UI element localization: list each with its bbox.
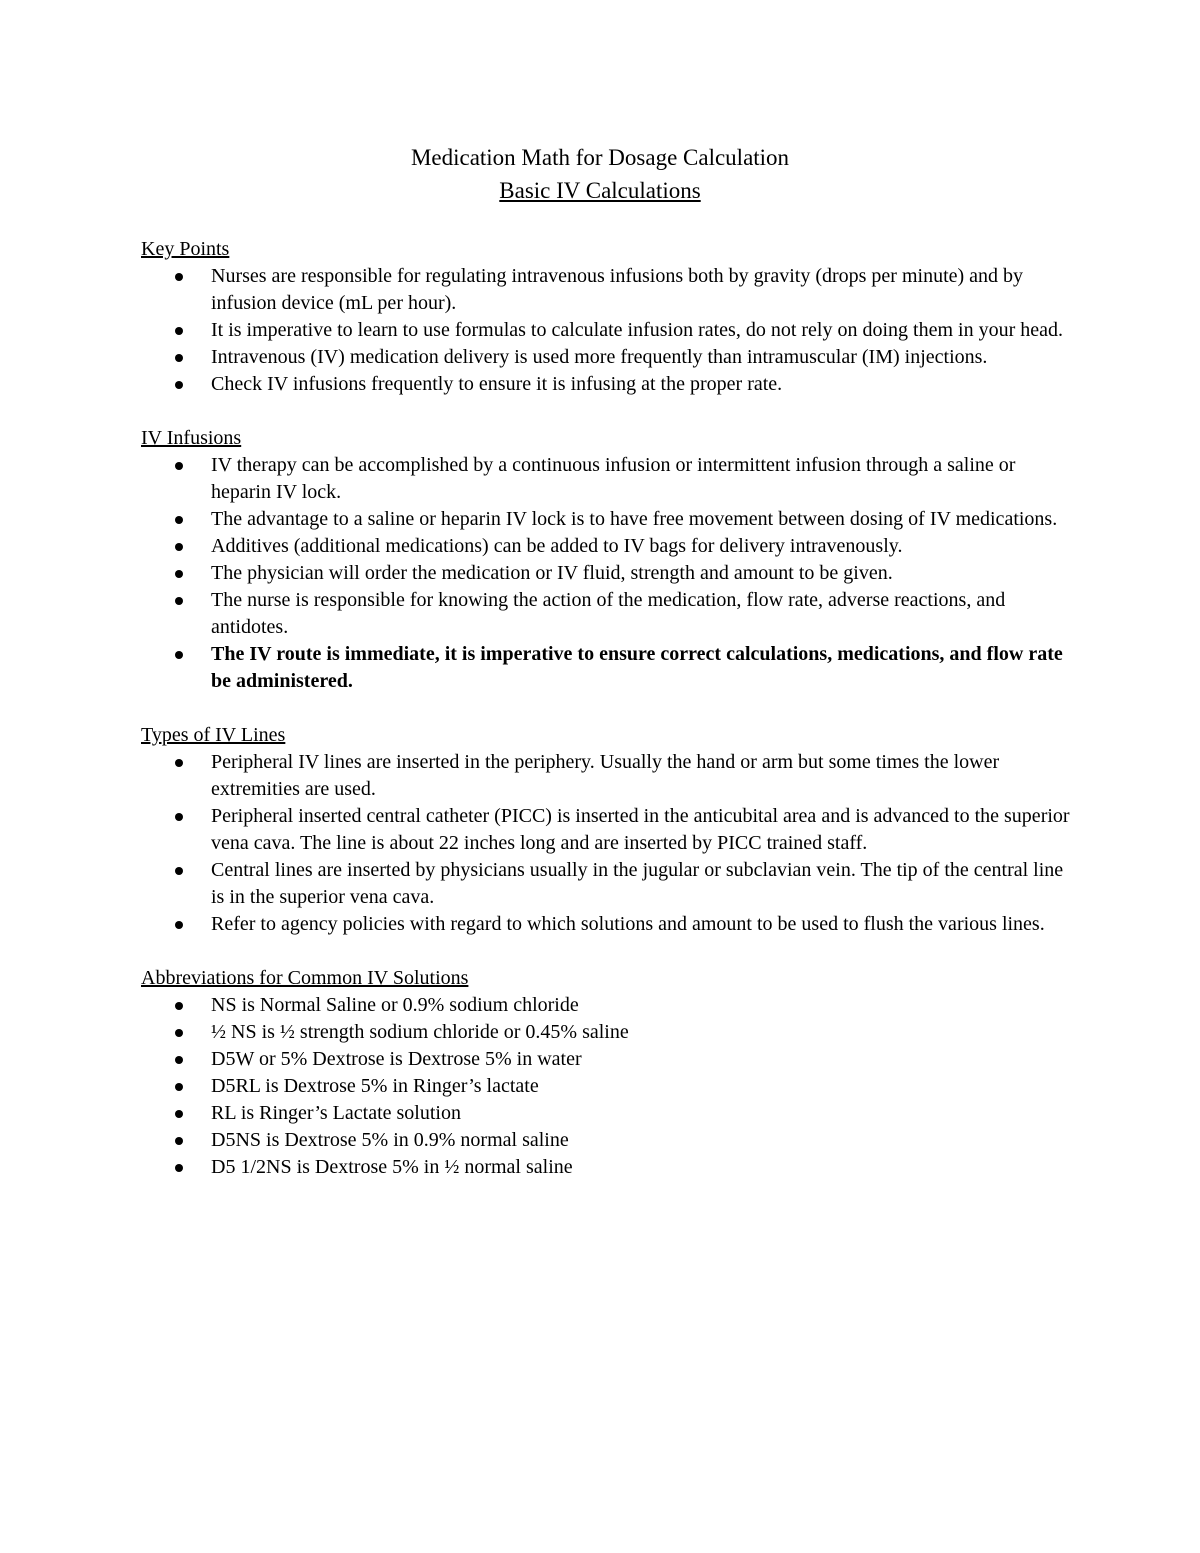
bullet-item: [141, 1100, 1071, 1127]
document-body: [141, 236, 1071, 1208]
bullet-item: [141, 452, 1071, 506]
bullet-text: Nurses are responsible for regulating intravenous infusions both by gravity (drops per minute) and by infusion device (mL per hour).: [211, 265, 1024, 314]
bullet-text: Intravenous (IV) medication delivery is used more frequently than intramuscular (IM) injections.: [211, 346, 988, 368]
section-heading: Abbreviations for Common IV Solutions: [141, 967, 469, 989]
bullet-list: [141, 263, 1071, 398]
bullet-item: [141, 749, 1071, 803]
bullet-item: [141, 506, 1071, 533]
section-heading: Types of IV Lines: [141, 724, 286, 746]
bullet-item: [141, 857, 1071, 911]
bullet-text: D5 1/2NS is Dextrose 5% in ½ normal saline: [211, 1156, 573, 1178]
bullet-item: [141, 371, 1071, 398]
bullet-text: RL is Ringer’s Lactate solution: [211, 1102, 461, 1124]
bullet-text: Additives (additional medications) can be added to IV bags for delivery intravenously.: [211, 535, 903, 557]
bullet-text: NS is Normal Saline or 0.9% sodium chloride: [211, 994, 579, 1016]
bullet-text: IV therapy can be accomplished by a continuous infusion or intermittent infusion through a saline or heparin IV lock.: [211, 454, 1016, 503]
bullet-text: Peripheral IV lines are inserted in the periphery. Usually the hand or arm but some times the lower extremities are used.: [211, 751, 1000, 800]
bullet-dot-icon: [175, 921, 183, 929]
bullet-dot-icon: [175, 570, 183, 578]
bullet-dot-icon: [175, 273, 183, 281]
bullet-dot-icon: [175, 543, 183, 551]
bullet-text: The nurse is responsible for knowing the action of the medication, flow rate, adverse reactions, and antidotes.: [211, 589, 1006, 638]
bullet-text: Check IV infusions frequently to ensure it is infusing at the proper rate.: [211, 373, 783, 395]
bullet-text: D5NS is Dextrose 5% in 0.9% normal saline: [211, 1129, 569, 1151]
bullet-text: D5RL is Dextrose 5% in Ringer’s lactate: [211, 1075, 539, 1097]
bullet-dot-icon: [175, 1110, 183, 1118]
bullet-text: Central lines are inserted by physicians usually in the jugular or subclavian vein. The tip of the central line is in the superior vena cava.: [211, 859, 1064, 908]
bullet-dot-icon: [175, 1083, 183, 1091]
bullet-dot-icon: [175, 354, 183, 362]
bullet-list: [141, 452, 1071, 695]
section: [141, 965, 1071, 1181]
bullet-dot-icon: [175, 813, 183, 821]
bullet-item: [141, 1019, 1071, 1046]
bullet-dot-icon: [175, 651, 183, 659]
section-heading: IV Infusions: [141, 427, 242, 449]
bullet-item: [141, 803, 1071, 857]
bullet-dot-icon: [175, 327, 183, 335]
bullet-item: [141, 587, 1071, 641]
bullet-list: [141, 992, 1071, 1181]
title-line-2: Basic IV Calculations: [499, 178, 701, 203]
bullet-item: [141, 1073, 1071, 1100]
bullet-item: [141, 317, 1071, 344]
bullet-item: [141, 344, 1071, 371]
section: [141, 722, 1071, 938]
bullet-item: [141, 533, 1071, 560]
bullet-item: [141, 1046, 1071, 1073]
bullet-text: The physician will order the medication or IV fluid, strength and amount to be given.: [211, 562, 893, 584]
bullet-dot-icon: [175, 867, 183, 875]
bullet-item: [141, 911, 1071, 938]
bullet-dot-icon: [175, 462, 183, 470]
section-heading: Key Points: [141, 238, 230, 260]
bullet-dot-icon: [175, 1056, 183, 1064]
bullet-item: [141, 560, 1071, 587]
bullet-text: Peripheral inserted central catheter (PICC) is inserted in the anticubital area and is advanced to the superior vena cava. The line is about 22 inches long and are inserted by PICC trained staff.: [211, 805, 1070, 854]
bullet-dot-icon: [175, 1164, 183, 1172]
bullet-dot-icon: [175, 759, 183, 767]
bullet-item: [141, 1127, 1071, 1154]
bullet-text: The IV route is immediate, it is imperative to ensure correct calculations, medications, and flow rate be administered.: [211, 643, 1063, 692]
bullet-text: The advantage to a saline or heparin IV lock is to have free movement between dosing of IV medications.: [211, 508, 1058, 530]
bullet-dot-icon: [175, 1137, 183, 1145]
bullet-item: [141, 641, 1071, 695]
bullet-dot-icon: [175, 1029, 183, 1037]
bullet-dot-icon: [175, 597, 183, 605]
bullet-item: [141, 992, 1071, 1019]
title-line-1: Medication Math for Dosage Calculation: [410, 145, 790, 170]
document-title: [0, 141, 1200, 207]
section: [141, 425, 1071, 695]
bullet-dot-icon: [175, 381, 183, 389]
bullet-dot-icon: [175, 1002, 183, 1010]
bullet-text: It is imperative to learn to use formulas to calculate infusion rates, do not rely on doing them in your head.: [211, 319, 1064, 341]
bullet-list: [141, 749, 1071, 938]
section: [141, 236, 1071, 398]
bullet-text: Refer to agency policies with regard to which solutions and amount to be used to flush the various lines.: [211, 913, 1045, 935]
bullet-dot-icon: [175, 516, 183, 524]
bullet-text: ½ NS is ½ strength sodium chloride or 0.45% saline: [211, 1021, 629, 1043]
bullet-text: D5W or 5% Dextrose is Dextrose 5% in water: [211, 1048, 582, 1070]
bullet-item: [141, 1154, 1071, 1181]
bullet-item: [141, 263, 1071, 317]
